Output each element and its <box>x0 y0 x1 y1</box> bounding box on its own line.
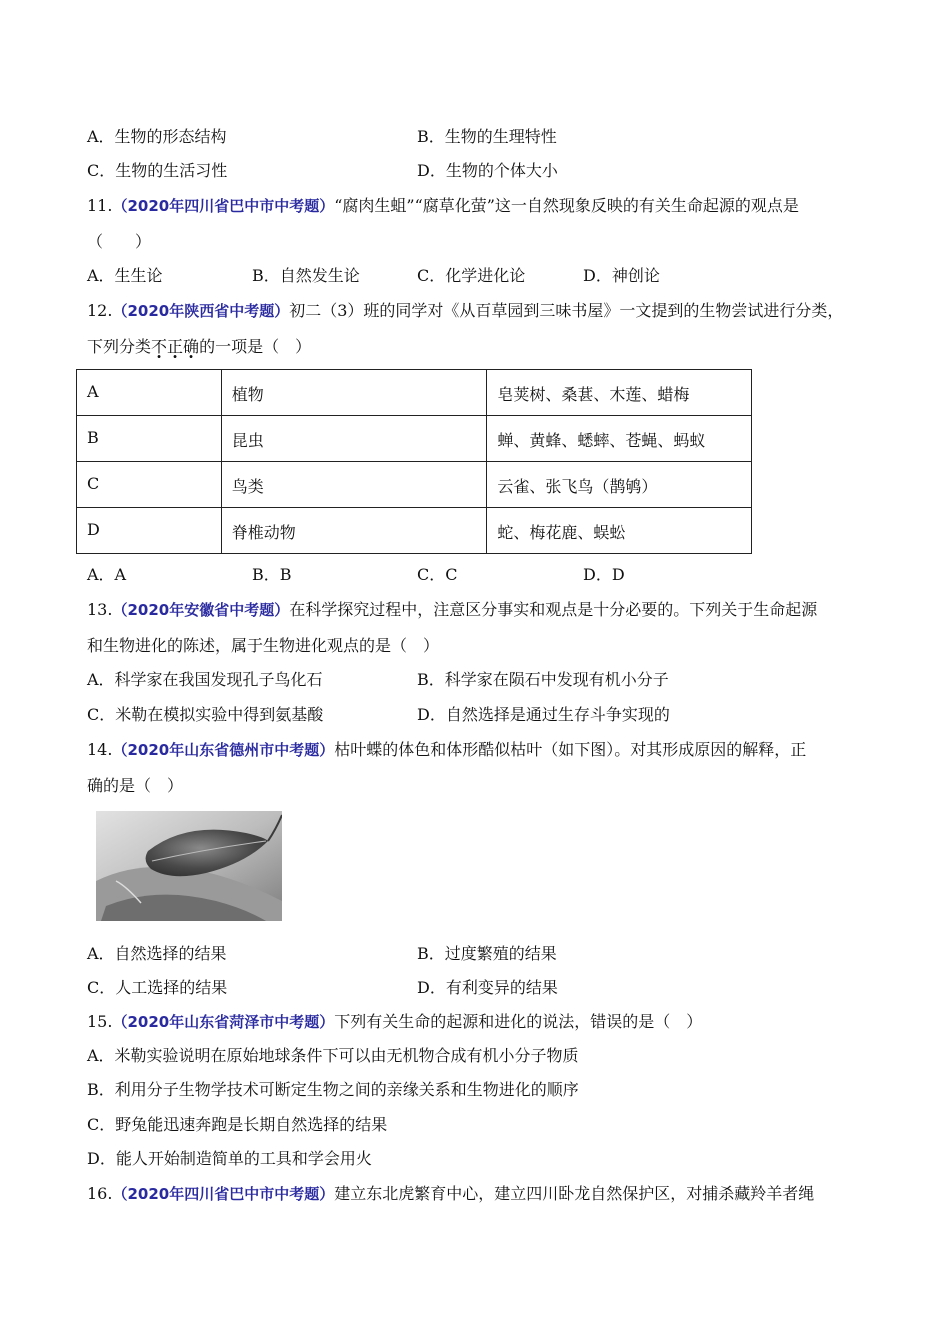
table-cell: 昆虫 <box>221 416 487 462</box>
table-cell: 蛇、梅花鹿、蜈蚣 <box>487 508 752 554</box>
classification-table <box>76 369 752 554</box>
q14-option-b: B．过度繁殖的结果 <box>417 944 557 963</box>
table-row <box>77 508 752 554</box>
q16-stem-line1 <box>87 1184 814 1204</box>
table-row <box>77 370 752 416</box>
q10-option-c: C．生物的生活习性 <box>87 161 228 180</box>
dead-leaf-butterfly-image <box>96 811 282 921</box>
q15-option-d: D．能人开始制造简单的工具和学会用火 <box>87 1149 372 1168</box>
q10-option-a: A．生物的形态结构 <box>87 127 227 146</box>
table-cell: A <box>77 370 222 416</box>
q14-option-a: A．自然选择的结果 <box>87 944 227 963</box>
q12-option-d: D．D <box>583 565 625 584</box>
q11-stem-line2: （ ） <box>87 232 152 251</box>
question-number: 11. <box>87 196 113 215</box>
emphasis-char: 不 <box>151 337 168 356</box>
q10-option-b: B．生物的生理特性 <box>417 127 557 146</box>
question-source: （2020年四川省巴中市中考题） <box>112 197 335 215</box>
table-row <box>77 416 752 462</box>
q11-option-b: B．自然发生论 <box>252 266 360 285</box>
table-cell: 鸟类 <box>221 462 487 508</box>
q14-option-c: C．人工选择的结果 <box>87 978 228 997</box>
q12-stem-line2 <box>87 337 311 357</box>
table-cell: 蝉、黄蜂、蟋蟀、苍蝇、蚂蚁 <box>487 416 752 462</box>
table-cell: 皂荚树、桑葚、木莲、蜡梅 <box>487 370 752 416</box>
question-number: 16. <box>87 1184 113 1203</box>
q14-stem-line2: 确的是（ ） <box>87 776 184 795</box>
emphasis-char: 正 <box>167 337 184 356</box>
q15-option-b: B．利用分子生物学技术可断定生物之间的亲缘关系和生物进化的顺序 <box>87 1080 579 1099</box>
question-text: 下列分类 <box>87 337 152 356</box>
q14-stem-line1 <box>87 740 806 760</box>
question-text: “腐肉生蛆”“腐草化萤”这一自然现象反映的有关生命起源的观点是 <box>334 196 799 215</box>
q13-option-d: D．自然选择是通过生存斗争实现的 <box>417 705 670 724</box>
question-text: 在科学探究过程中，注意区分事实和观点是十分必要的。下列关于生命起源 <box>289 600 818 619</box>
question-source: （2020年陕西省中考题） <box>112 302 290 320</box>
q13-option-c: C．米勒在模拟实验中得到氨基酸 <box>87 705 324 724</box>
q15-option-c: C．野兔能迅速奔跑是长期自然选择的结果 <box>87 1115 388 1134</box>
question-text: 枯叶蝶的体色和体形酷似枯叶（如下图）。对其形成原因的解释，正 <box>334 740 807 759</box>
question-source: （2020年安徽省中考题） <box>112 601 290 619</box>
q11-option-a: A．生生论 <box>87 266 163 285</box>
table-cell: B <box>77 416 222 462</box>
question-text: 初二（3）班的同学对《从百草园到三味书屋》一文提到的生物尝试进行分类， <box>289 301 844 320</box>
question-number: 14. <box>87 740 113 759</box>
q15-stem-line1 <box>87 1012 702 1032</box>
q12-option-a: A．A <box>87 565 127 584</box>
question-number: 12. <box>87 301 113 320</box>
q11-option-c: C．化学进化论 <box>417 266 526 285</box>
q13-option-b: B．科学家在陨石中发现有机小分子 <box>417 670 669 689</box>
q13-stem-line2: 和生物进化的陈述，属于生物进化观点的是（ ） <box>87 636 440 655</box>
q11-stem-line1 <box>87 196 799 216</box>
table-cell: 植物 <box>221 370 487 416</box>
q12-stem-line1 <box>87 301 843 321</box>
table-cell: 脊椎动物 <box>221 508 487 554</box>
table-cell: D <box>77 508 222 554</box>
question-source: （2020年山东省德州市中考题） <box>112 741 335 759</box>
question-text: 下列有关生命的起源和进化的说法，错误的是（ ） <box>334 1012 703 1031</box>
question-source: （2020年山东省菏泽市中考题） <box>112 1013 335 1031</box>
q13-option-a: A．科学家在我国发现孔子鸟化石 <box>87 670 323 689</box>
question-source: （2020年四川省巴中市中考题） <box>112 1185 335 1203</box>
q14-option-d: D．有利变异的结果 <box>417 978 558 997</box>
question-number: 15. <box>87 1012 113 1031</box>
q15-option-a: A．米勒实验说明在原始地球条件下可以由无机物合成有机小分子物质 <box>87 1046 579 1065</box>
table-cell: 云雀、张飞鸟（鹊鸲） <box>487 462 752 508</box>
q12-option-b: B．B <box>252 565 292 584</box>
table-row <box>77 462 752 508</box>
q10-option-d: D．生物的个体大小 <box>417 161 558 180</box>
question-text: 的一项是（ ） <box>199 337 312 356</box>
table-cell: C <box>77 462 222 508</box>
question-number: 13. <box>87 600 113 619</box>
question-text: 建立东北虎繁育中心，建立四川卧龙自然保护区，对捕杀藏羚羊者绳 <box>334 1184 815 1203</box>
q12-option-c: C．C <box>417 565 458 584</box>
q13-stem-line1 <box>87 600 817 620</box>
emphasis-char: 确 <box>183 337 200 356</box>
q11-option-d: D．神创论 <box>583 266 660 285</box>
